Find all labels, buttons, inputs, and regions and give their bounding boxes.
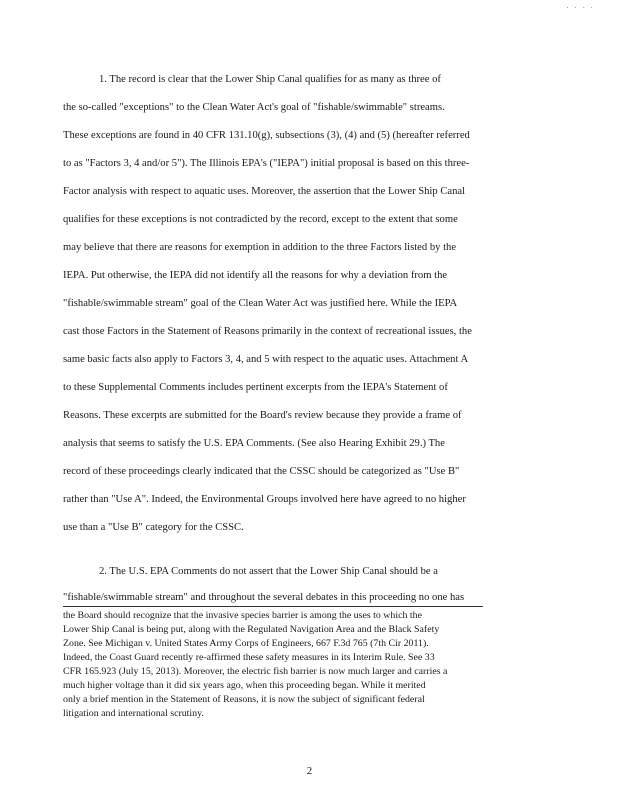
paragraph-line: analysis that seems to satisfy the U.S. EPA Comments. (See also Hearing Exhibit 29.) The: [63, 438, 445, 449]
footnote-line: much higher voltage than it did six years ago, when this proceeding began. While it merited: [63, 680, 426, 691]
paragraph-line: rather than "Use A". Indeed, the Environmental Groups involved here have agreed to no higher: [63, 494, 466, 505]
paragraph-line: cast those Factors in the Statement of Reasons primarily in the context of recreational issues, the: [63, 326, 472, 337]
paragraph-line: These exceptions are found in 40 CFR 131.10(g), subsections (3), (4) and (5) (hereafter referred: [63, 130, 470, 141]
page-number: 2: [306, 765, 313, 777]
paragraph-line: to these Supplemental Comments includes pertinent excerpts from the IEPA's Statement of: [63, 382, 448, 393]
corner-marks: · · · ·: [566, 4, 595, 12]
paragraph-line: Factor analysis with respect to aquatic uses. Moreover, the assertion that the Lower Ship Canal: [63, 186, 466, 197]
footnote-line: Zone. See Michigan v. United States Army Corps of Engineers, 667 F.3d 765 (7th Cir 2011).: [63, 638, 429, 649]
paragraph-line: "fishable/swimmable stream" goal of the Clean Water Act was justified here. While the IEPA: [63, 298, 458, 309]
footnote-line: Lower Ship Canal is being put, along with the Regulated Navigation Area and the Black Safety: [63, 624, 440, 635]
paragraph-line: the so-called "exceptions" to the Clean Water Act's goal of "fishable/swimmable" streams.: [63, 102, 445, 113]
paragraph-line: to as "Factors 3, 4 and/or 5"). The Illinois EPA's ("IEPA") initial proposal is based on this three-: [63, 158, 470, 169]
paragraph-line: record of these proceedings clearly indicated that the CSSC should be categorized as "Use B": [63, 466, 460, 477]
footnote-line: only a brief mention in the Statement of Reasons, it is now the subject of significant federal: [63, 694, 425, 705]
paragraph-line: same basic facts also apply to Factors 3, 4, and 5 with respect to the aquatic uses. Attachment A: [63, 354, 469, 365]
paragraph-line: 2. The U.S. EPA Comments do not assert that the Lower Ship Canal should be a: [99, 566, 438, 577]
footnote-line: Indeed, the Coast Guard recently re-affirmed these safety measures in its Interim Rule. See 33: [63, 652, 435, 663]
paragraph-line: may believe that there are reasons for exemption in addition to the three Factors listed by the: [63, 242, 457, 253]
footnote-line: the Board should recognize that the invasive species barrier is among the uses to which the: [63, 610, 422, 621]
paragraph-line: 1. The record is clear that the Lower Ship Canal qualifies for as many as three of: [99, 74, 441, 85]
paragraph-line: "fishable/swimmable stream" and throughout the several debates in this proceeding no one has: [63, 592, 465, 603]
footnote-separator: [63, 606, 483, 607]
paragraph-line: use than a "Use B" category for the CSSC.: [63, 522, 244, 533]
footnote-line: CFR 165.923 (July 15, 2013). Moreover, the electric fish barrier is now much larger and carries a: [63, 666, 448, 677]
footnote-line: litigation and international scrutiny.: [63, 708, 204, 719]
paragraph-line: IEPA. Put otherwise, the IEPA did not identify all the reasons for why a deviation from the: [63, 270, 448, 281]
paragraph-line: Reasons. These excerpts are submitted for the Board's review because they provide a frame of: [63, 410, 462, 421]
paragraph-line: qualifies for these exceptions is not contradicted by the record, except to the extent that some: [63, 214, 458, 225]
